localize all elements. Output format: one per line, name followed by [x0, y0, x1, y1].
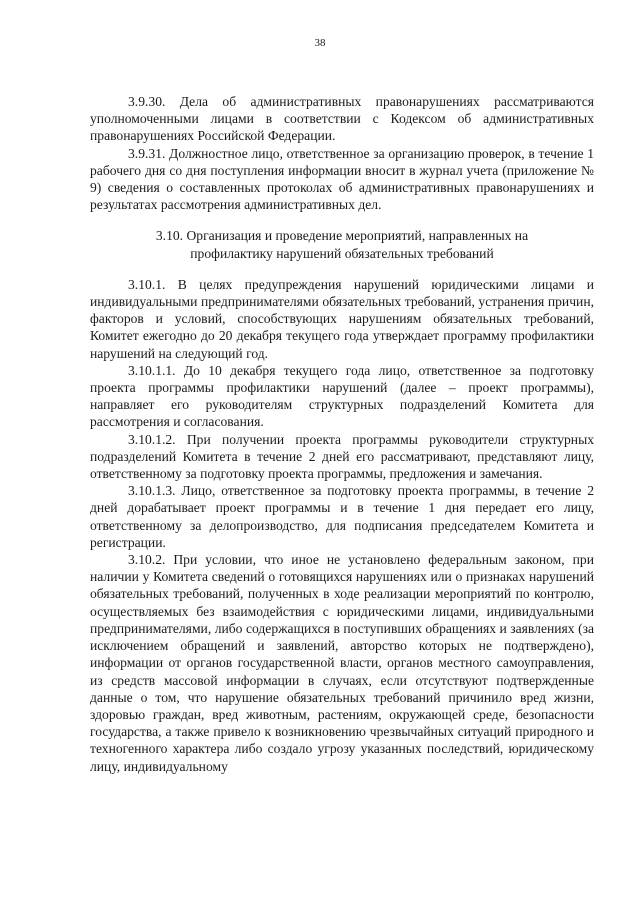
paragraph-3-10-1-1: 3.10.1.1. До 10 декабря текущего года лицо, ответственное за подготовку проекта программы профилактики нарушений (далее – проект программы), направляет его руководителям структурных подразделений Комитета для рассмотрения и согласования. [90, 362, 594, 430]
document-body [90, 93, 594, 775]
paragraph-3-10-1-3: 3.10.1.3. Лицо, ответственное за подготовку проекта программы, в течение 2 дней дорабатывает проект программы и в течение 1 дня передает его лицу, ответственному за делопроизводство, для подписания председателем Комитета и регистрации. [90, 483, 594, 550]
paragraph-3-9-30: 3.9.30. Дела об административных правонарушениях рассматриваются уполномоченными лицами в соответствии с Кодексом об административных правонарушениях Российской Федерации. [90, 94, 594, 144]
paragraph-3-10-2: 3.10.2. При условии, что иное не установлено федеральным законом, при наличии у Комитета сведений о готовящихся нарушениях или о признаках нарушений обязательных требований, полученных в ходе реализации мероприятий по контролю, осуществляемых без взаимодействия с юридическими лицами, индивидуальными предпринимателями, либо содержащихся в поступивших обращениях и заявлениях (за исключением обращений и заявлений, авторство которых не подтверждено), информации от органов государственной власти, органов местного самоуправления, из средств массовой информации в случаях, если отсутствуют подтвержденные данные о том, что нарушение обязательных требований причинило вред жизни, здоровью граждан, вред животным, растениям, окружающей среде, безопасности государства, а также привело к возникновению чрезвычайных ситуаций природного и техногенного характера либо создало угрозу указанных последствий, юридическому лицу, индивидуальному [90, 552, 594, 774]
paragraph-3-9-31: 3.9.31. Должностное лицо, ответственное за организацию проверок, в течение 1 рабочего дня со дня поступления информации вносит в журнал учета (приложение № 9) сведения о составленных протоколах об административных правонарушениях и результатах рассмотрения административных дел. [90, 145, 594, 213]
paragraph-3-10-1: 3.10.1. В целях предупреждения нарушений юридическими лицами и индивидуальными предпринимателями обязательных требований, устранения причин, факторов и условий, способствующих нарушениям обязательных требований, Комитет ежегодно до 20 декабря текущего года утверждает программу профилактики нарушений на следующий год. [90, 276, 594, 361]
page-number: 38 [314, 37, 326, 49]
section-heading-3-10: 3.10. Организация и проведение мероприятий, направленных на профилактику нарушений обязательных требований [155, 228, 529, 261]
paragraph-3-10-1-2: 3.10.1.2. При получении проекта программы руководители структурных подразделений Комитета в течение 2 дней его рассматривают, представляют лицу, ответственному за подготовку проекта программы, предложения и замечания. [90, 431, 594, 482]
